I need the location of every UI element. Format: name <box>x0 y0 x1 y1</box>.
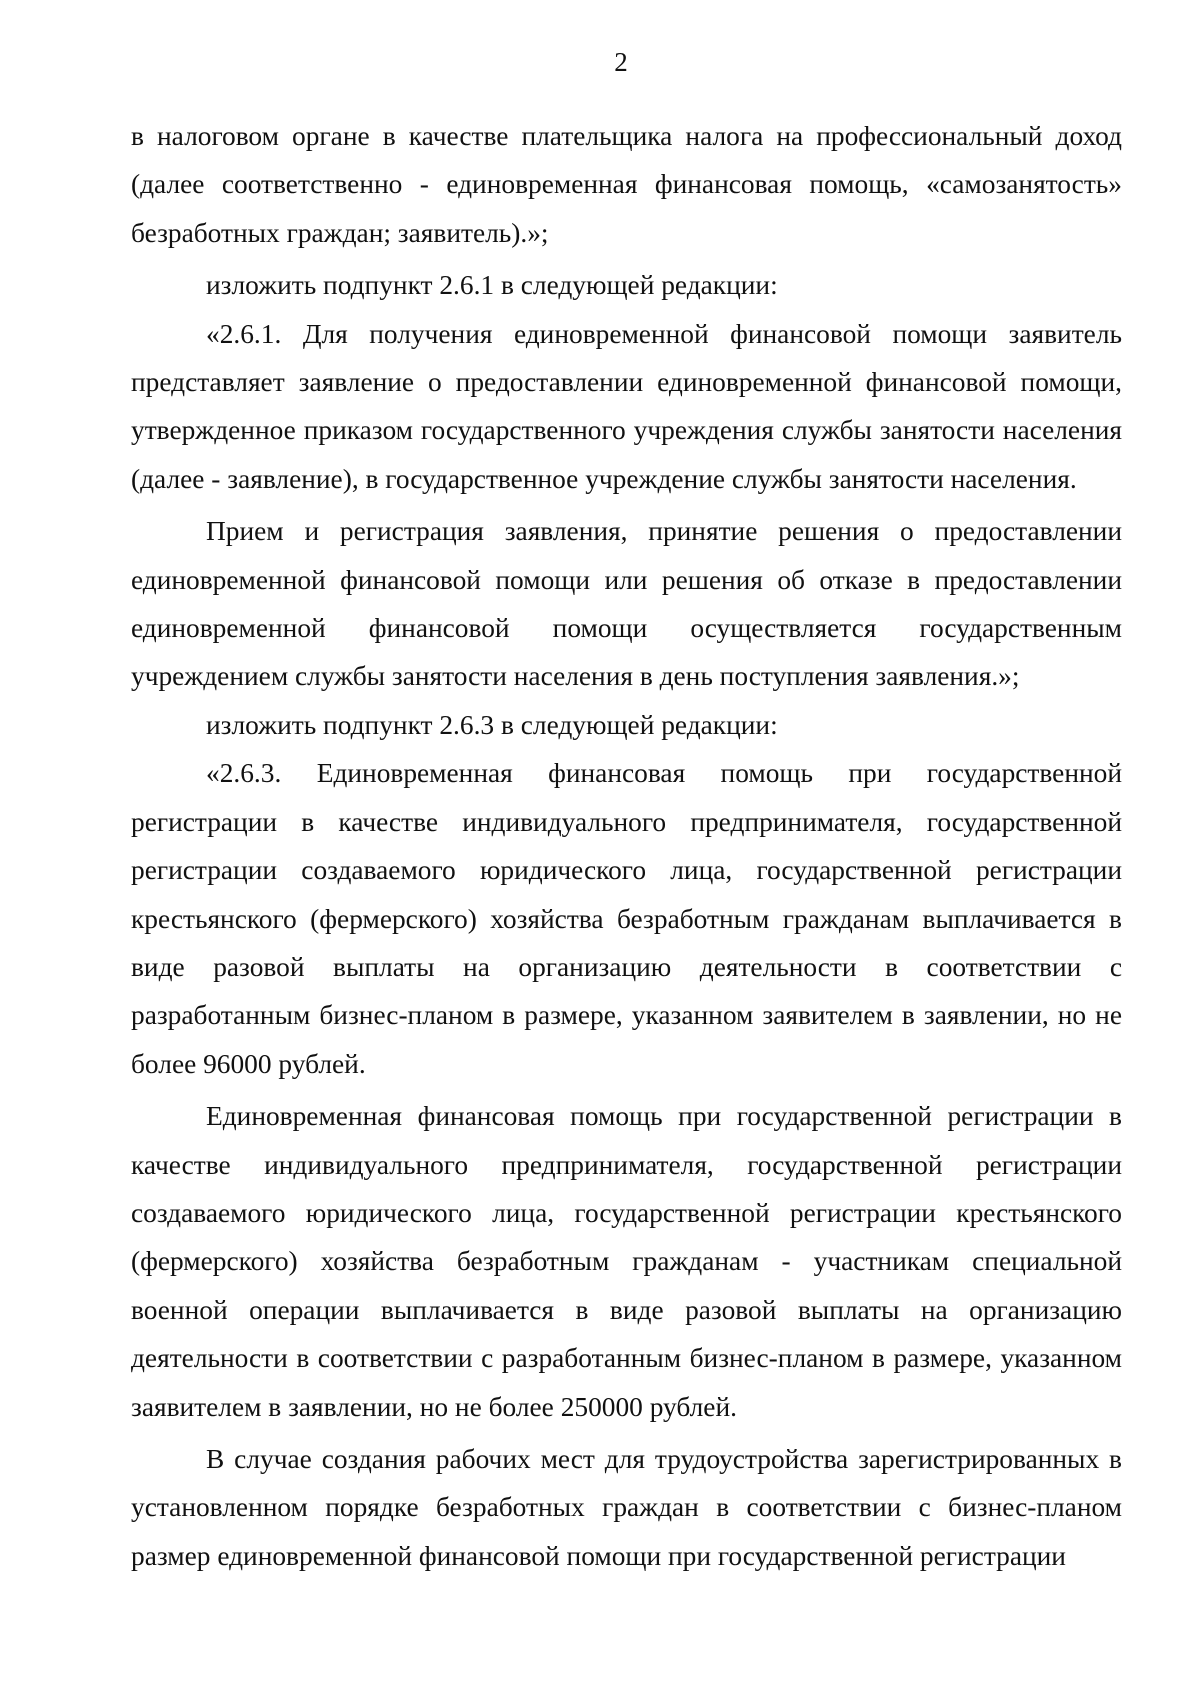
page-number: 2 <box>614 47 628 77</box>
paragraph-job-creation: В случае создания рабочих мест для трудоустройства зарегистрированных в установленном порядке безработных граждан в соответствии с бизнес-планом размер единовременной финансовой помощи при государственной регистрации <box>131 1443 1122 1571</box>
paragraph-instruction-2-6-1: изложить подпункт 2.6.1 в следующей редакции: <box>206 270 778 301</box>
document-body <box>131 112 1122 1580</box>
paragraph-svo-participants: Единовременная финансовая помощь при государственной регистрации в качестве индивидуального предпринимателя, государственной регистрации создаваемого юридического лица, государственной регистрации крестьянского (фермерского) хозяйства безработным гражданам - участникам специальной военной операции выплачивается в виде разовой выплаты на организацию деятельности в соответствии с разработанным бизнес-планом в размере, указанном заявителем в заявлении, но не более 250000 рублей. <box>131 1101 1122 1422</box>
paragraph-instruction-2-6-3: изложить подпункт 2.6.3 в следующей редакции: <box>206 709 778 740</box>
paragraph-continuation: в налоговом органе в качестве плательщика налога на профессиональный доход (далее соответственно - единовременная финансовая помощь, «самозанятость» безработных граждан; заявитель).»; <box>131 121 1122 248</box>
paragraph-subitem-2-6-1: «2.6.1. Для получения единовременной финансовой помощи заявитель представляет заявление о предоставлении единовременной финансовой помощи, утвержденное приказом государственного учреждения службы занятости населения (далее - заявление), в государственное учреждение службы занятости населения. <box>131 318 1122 494</box>
paragraph-reception-registration: Прием и регистрация заявления, принятие решения о предоставлении единовременной финансовой помощи или решения об отказе в предоставлении единовременной финансовой помощи осуществляется государственным учреждением службы занятости населения в день поступления заявления.»; <box>131 516 1122 692</box>
paragraph-subitem-2-6-3: «2.6.3. Единовременная финансовая помощь при государственной регистрации в качестве индивидуального предпринимателя, государственной регистрации создаваемого юридического лица, государственной регистрации крестьянского (фермерского) хозяйства безработным гражданам выплачивается в виде разовой выплаты на организацию деятельности в соответствии с разработанным бизнес-планом в размере, указанном заявителем в заявлении, но не более 96000 рублей. <box>131 758 1122 1079</box>
